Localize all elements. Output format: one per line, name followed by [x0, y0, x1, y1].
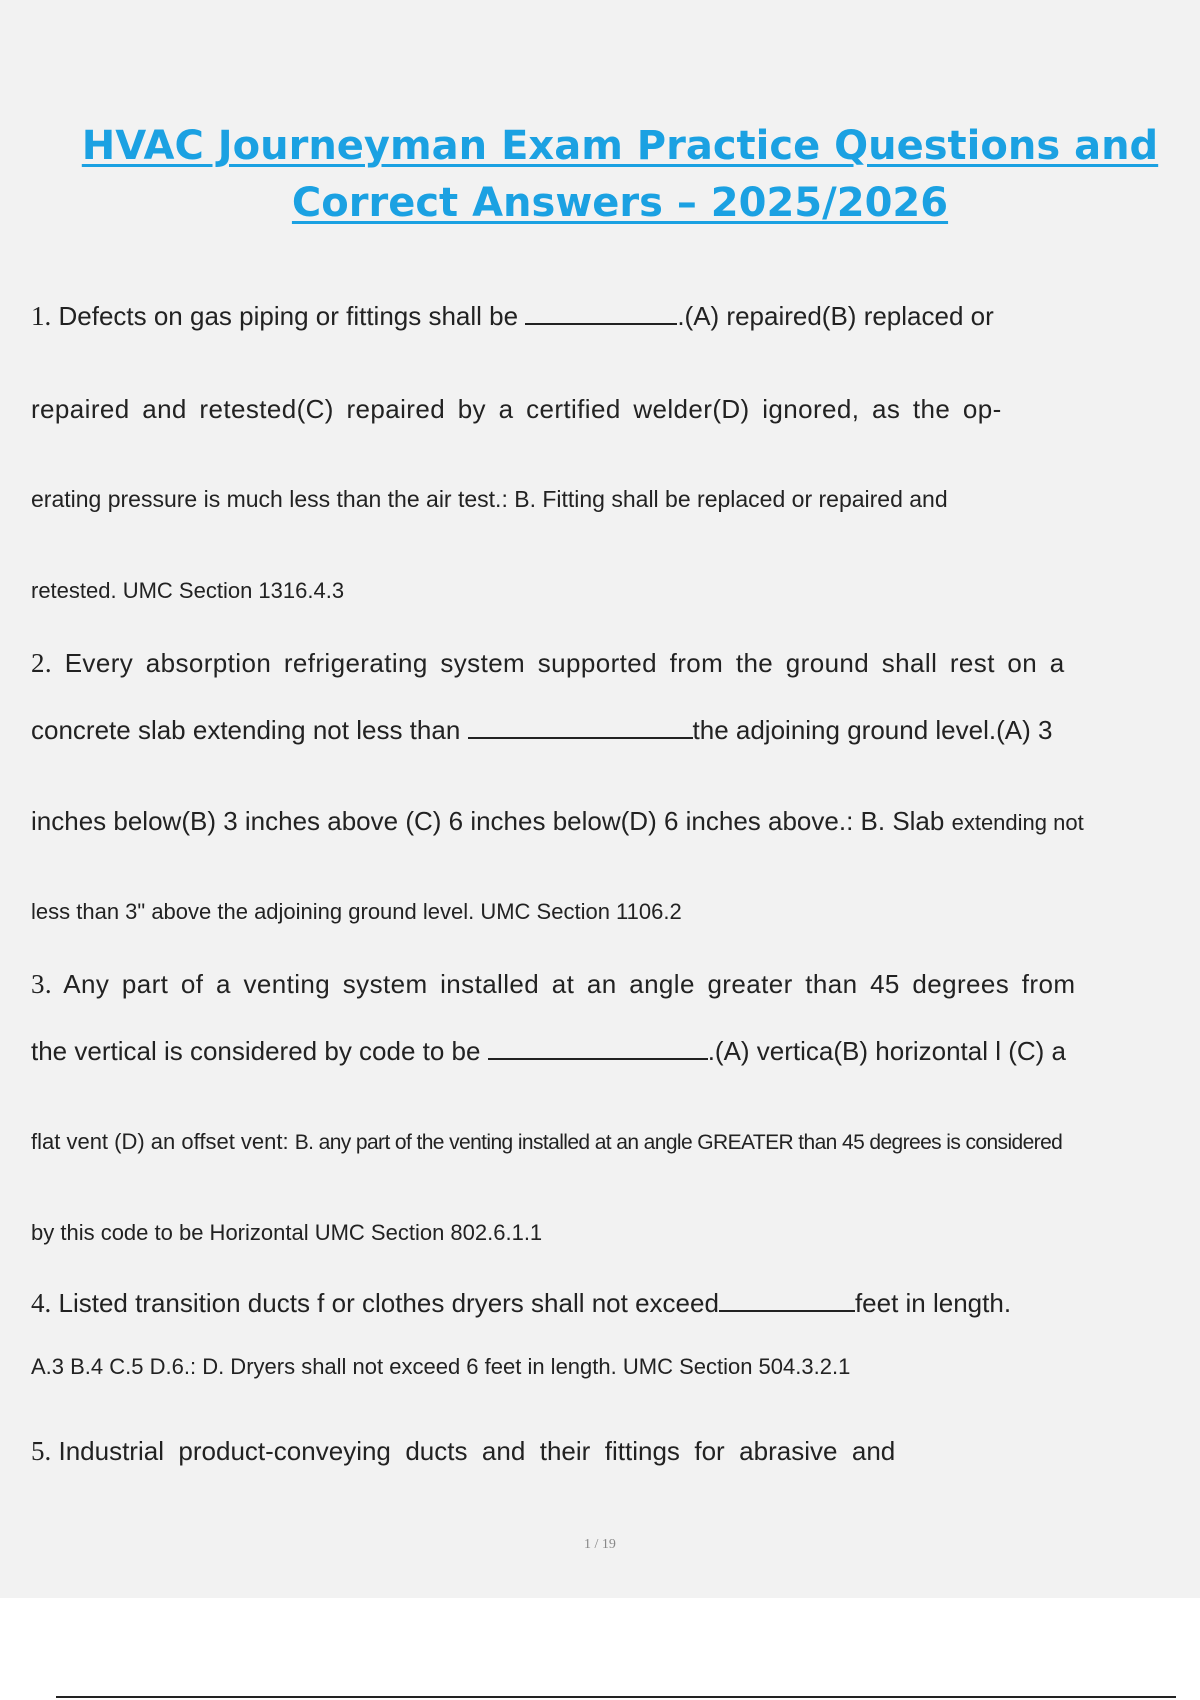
question-2-line-3: inches below(B) 3 inches above (C) 6 inches below(D) 6 inches above.: B. Slab extending not — [31, 806, 1084, 836]
bottom-divider — [56, 1696, 1176, 1698]
question-number: 3. — [31, 969, 53, 999]
question-2-line-4: less than 3" above the adjoining ground level. UMC Section 1106.2 — [31, 899, 682, 924]
answer-blank — [719, 1288, 855, 1312]
question-5-line-1: 5. Industrial product-conveying ducts and their fittings for abrasive and — [31, 1436, 896, 1466]
question-number: 4. — [31, 1288, 52, 1318]
question-3-line-2: the vertical is considered by code to be .(A) vertica(B) horizontal l (C) a — [31, 1036, 1067, 1066]
question-number: 1. — [31, 301, 52, 331]
question-1-line-4: retested. UMC Section 1316.4.3 — [31, 578, 345, 603]
title-line-2: Correct Answers – 2025/2026 — [291, 180, 949, 226]
question-3-line-3: flat vent (D) an offset vent: B. any part of the venting installed at an angle GREATER than 45 degrees is considered — [31, 1129, 1063, 1154]
question-1-line-2: repaired and retested(C) repaired by a certified welder(D) ignored, as the op- — [31, 394, 1002, 424]
question-number: 5. — [31, 1436, 52, 1466]
question-number: 2. — [31, 648, 53, 678]
title-line-1: HVAC Journeyman Exam Practice Questions and — [81, 123, 1159, 169]
document-title — [40, 118, 1200, 232]
question-3-line-4: by this code to be Horizontal UMC Section 802.6.1.1 — [31, 1220, 543, 1245]
answer-blank — [525, 301, 677, 325]
question-4-line-2: A.3 B.4 C.5 D.6.: D. Dryers shall not exceed 6 feet in length. UMC Section 504.3.2.1 — [31, 1354, 851, 1379]
page-indicator: 1 / 19 — [584, 1537, 616, 1552]
question-1-line-1: 1. Defects on gas piping or fittings shall be .(A) repaired(B) replaced or — [31, 301, 994, 331]
question-2-line-1: 2. Every absorption refrigerating system supported from the ground shall rest on a — [31, 648, 1065, 678]
answer-blank — [488, 1036, 708, 1060]
question-4-line-1: 4. Listed transition ducts f or clothes dryers shall not exceed feet in length. — [31, 1288, 1012, 1318]
question-1-line-3: erating pressure is much less than the air test.: B. Fitting shall be replaced or repaired and — [31, 486, 948, 512]
question-2-line-2: concrete slab extending not less than the adjoining ground level.(A) 3 — [31, 715, 1053, 745]
answer-blank — [468, 715, 693, 739]
question-3-line-1: 3. Any part of a venting system installed at an angle greater than 45 degrees from — [31, 969, 1076, 999]
